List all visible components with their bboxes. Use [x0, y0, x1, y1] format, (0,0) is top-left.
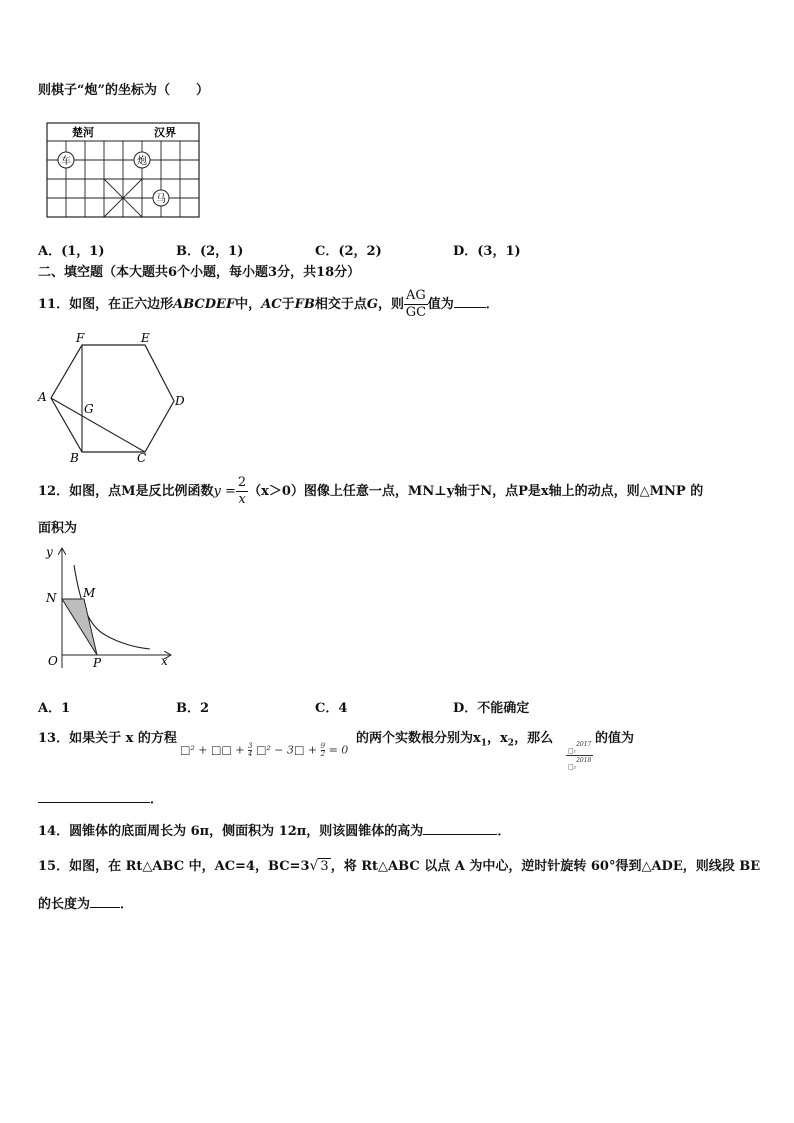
q11-stem: 11．如图，在正六边形ABCDEF中，AC于FB相交于点G，则 $\frac{AG}{GC}$ 值为 ． — [38, 288, 499, 320]
q14-stem: 14．圆锥体的底面周长为 6π，侧面积为 12π，则该圆锥体的高为 ． — [38, 824, 511, 839]
q10-stem: 则棋子“炮”的坐标为（ ） — [38, 83, 209, 98]
q10-option-a: A．(1，1) — [38, 244, 105, 259]
q11-fraction: $\frac{AG}{GC}$ — [405, 288, 427, 320]
svg-text:车: 车 — [61, 156, 71, 167]
svg-text:马: 马 — [156, 194, 166, 205]
q12-option-c: C．4 — [315, 701, 348, 716]
label-g: G — [84, 402, 94, 416]
q13-stem-end: 的值为 — [595, 731, 635, 746]
q10-option-c: C．(2，2) — [315, 244, 382, 259]
piece-ma — [153, 190, 169, 206]
label-c: C — [137, 451, 147, 465]
river-label-han: 汉界 — [154, 126, 176, 139]
q15-answer-blank — [90, 895, 120, 908]
piece-pao — [134, 152, 150, 168]
q12-function-fraction: $\frac{2}{x}$ — [237, 475, 247, 507]
label-m: M — [83, 586, 96, 600]
q13-equation: □² + □□ + $\frac{3}{4}$ □² − 3□ + $\frac{9}{2}$ = 0 — [180, 742, 349, 758]
q12-option-b: B．2 — [176, 701, 210, 716]
label-y: y — [46, 545, 53, 559]
hexagon-figure — [34, 330, 194, 468]
label-e: E — [141, 331, 150, 345]
label-b: B — [70, 451, 79, 465]
label-a: A — [38, 390, 47, 404]
q13-stem-post: 的两个实数根分别为$x_1$，$x_2$，那么 — [356, 731, 554, 749]
q12-option-d: D．不能确定 — [453, 701, 530, 716]
inverse-function-figure — [40, 543, 175, 671]
sqrt-sign: √ — [309, 858, 319, 874]
label-n: N — [46, 591, 57, 605]
q13-stem-pre: 13．如果关于 x 的方程 — [38, 731, 177, 746]
section-title: 二、填空题（本大题共6个小题，每小题3分，共18分） — [38, 265, 361, 280]
river-label-chu: 楚河 — [72, 126, 94, 139]
label-d: D — [175, 394, 185, 408]
q11-answer-blank — [454, 295, 486, 308]
q12-line2: 面积为 — [38, 521, 78, 536]
q12-stem: 12．如图，点M是反比例函数y = $\frac{2}{x}$ （x＞0）图像上任意一点，MN⊥y轴于N，点P是x轴上的动点，则△MNP 的 — [38, 475, 704, 507]
q13-ratio-fraction: □₁$^{2017}$ □₂$^{2018}$ — [568, 741, 592, 771]
segment-ac — [51, 398, 145, 452]
q12-option-a: A．1 — [38, 701, 71, 716]
svg-text:炮: 炮 — [137, 156, 147, 167]
label-x: x — [161, 654, 168, 668]
triangle-mnp — [62, 599, 97, 655]
q13-answer-blank — [38, 790, 150, 803]
piece-che — [58, 152, 74, 168]
q14-answer-blank — [423, 822, 497, 835]
q15-stem: 15．如图，在 Rt△ABC 中，AC=4，BC=3√ 3 ，将 Rt△ABC 以点 A 为中心，逆时针旋转 60°得到△ADE，则线段 BE — [38, 858, 761, 874]
q15-line2: 的长度为 ． — [38, 897, 134, 912]
hexagon-outline — [51, 345, 174, 452]
label-o: O — [48, 654, 58, 668]
label-p: P — [93, 656, 102, 670]
q10-option-d: D．(3，1) — [453, 244, 521, 259]
chess-board-figure — [46, 122, 202, 220]
q10-option-b: B．(2，1) — [176, 244, 244, 259]
q13-answer-line: ． — [38, 790, 163, 808]
label-f: F — [76, 331, 85, 345]
